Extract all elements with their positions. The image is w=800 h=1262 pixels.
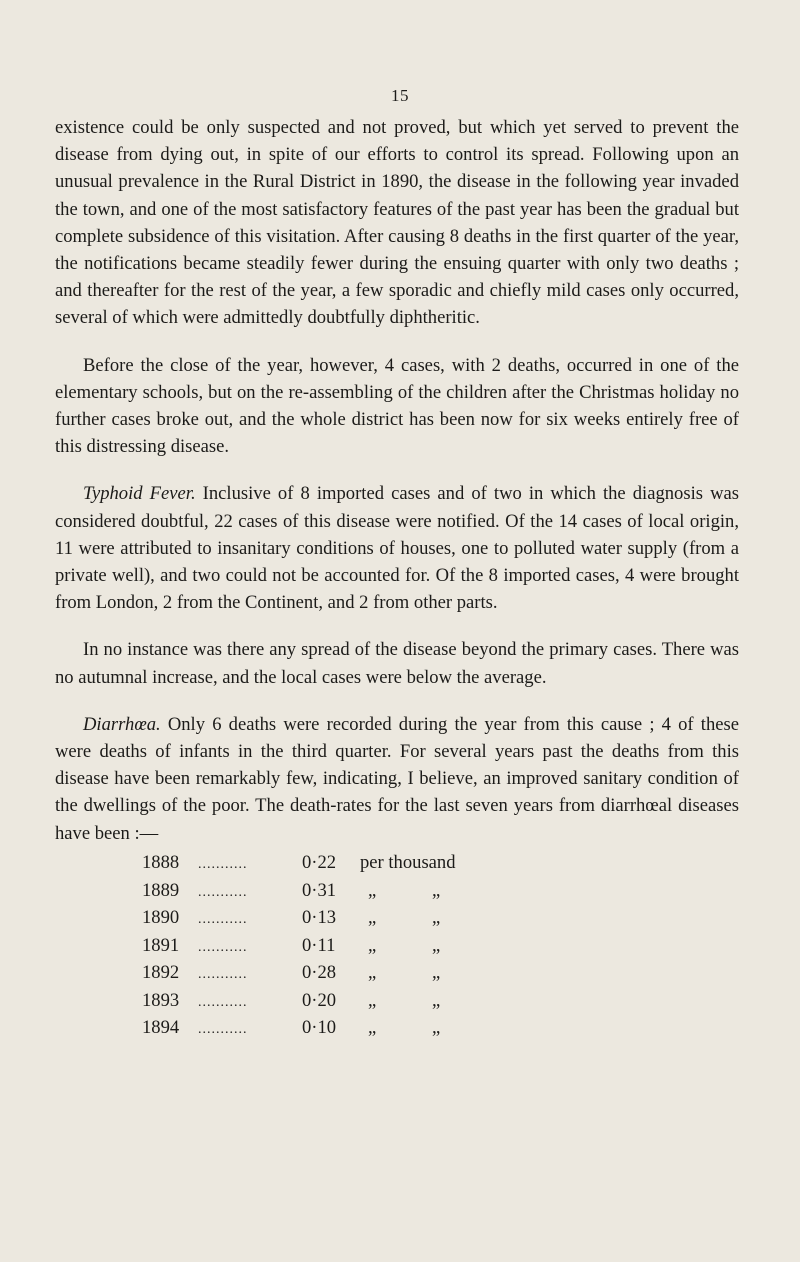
rate-year: 1894 <box>142 1017 180 1038</box>
leader-dots: ........... <box>198 857 248 872</box>
rate-value: 0·11 <box>302 934 336 956</box>
leader-dots: ........... <box>198 912 248 927</box>
ditto-mark: „ <box>432 1017 441 1038</box>
rate-row <box>142 880 488 908</box>
section-heading-typhoid: Typhoid Fever. <box>83 483 196 505</box>
rate-row <box>142 935 488 963</box>
rate-unit-ditto <box>356 1017 488 1039</box>
rate-value: 0·31 <box>302 879 337 901</box>
paragraph-diarrhoea <box>55 711 739 847</box>
ditto-mark: „ <box>368 962 377 983</box>
rate-value: 0·10 <box>302 1017 337 1038</box>
rate-year: 1889 <box>142 879 180 901</box>
rate-value: 0·20 <box>302 989 337 1011</box>
rate-value: 0·28 <box>302 962 337 983</box>
rate-unit-ditto <box>356 880 488 902</box>
paragraph-school-outbreak <box>55 352 739 461</box>
paragraph-text: In no instance was there any spread of the disease beyond the primary cases. There was no autumnal increase, and the local cases were below the average. <box>55 639 739 688</box>
rate-value: 0·13 <box>302 907 337 928</box>
ditto-mark: „ <box>368 989 377 1011</box>
ditto-mark: „ <box>368 934 377 956</box>
ditto-mark: „ <box>368 879 377 901</box>
rate-row <box>142 990 488 1018</box>
ditto-mark: „ <box>368 907 377 928</box>
page-number: 15 <box>391 86 409 105</box>
paragraph-typhoid-fever <box>55 480 739 616</box>
paragraph-diphtheria-continued <box>55 114 739 332</box>
rate-row <box>142 962 488 990</box>
paragraph-text: existence could be only suspected and not proved, but which yet served to prevent the disease from dying out, in spite of our efforts to control its spread. Following upon an unusual prevalence in the Rural District in 1890, the disease in the following year invaded the town, and one of the most satisfactory features of the past year has been the gradual but complete subsidence of this visitation. After causing 8 deaths in the first quarter of the year, the notifications became steadily fewer during the ensuing quarter with only two deaths ; and thereafter for the rest of the year, a few sporadic and chiefly mild cases only occurred, several of which were admittedly doubtfully diphtheritic. <box>55 117 739 329</box>
rate-unit: per thousand <box>360 852 456 873</box>
leader-dots: ........... <box>198 967 248 982</box>
body-text <box>55 114 739 847</box>
rate-unit-ditto <box>356 935 488 957</box>
rate-year: 1892 <box>142 962 180 983</box>
section-heading-diarrhoea: Diarrhœa. <box>83 713 161 735</box>
leader-dots: ........... <box>198 884 248 900</box>
death-rate-table <box>142 852 488 1045</box>
paragraph-text: Before the close of the year, however, 4 cases, with 2 deaths, occurred in one of the elementary schools, but on the re-assembling of the children after the Christmas holiday no further cases broke out, and the whole district has been now for six weeks entirely free of this distressing disease. <box>55 354 739 458</box>
leader-dots: ........... <box>198 994 248 1010</box>
ditto-mark: „ <box>432 879 441 901</box>
leader-dots: ........... <box>198 1022 248 1037</box>
rate-unit-ditto <box>356 962 488 984</box>
ditto-mark: „ <box>432 962 441 983</box>
rate-year: 1890 <box>142 907 180 928</box>
ditto-mark: „ <box>432 907 441 928</box>
paragraph-text: Only 6 deaths were recorded during the year from this cause ; 4 of these were deaths of infants in the third quarter. For several years past the deaths from this disease have been remarkably few, indicating, I believe, an improved sanitary condition of the dwellings of the poor. The death-rates for the last seven years from diarrhœal diseases have been :— <box>55 713 739 844</box>
rate-unit-ditto <box>356 907 488 929</box>
leader-dots: ........... <box>198 939 248 955</box>
rate-row <box>142 852 488 880</box>
ditto-mark: „ <box>432 934 441 956</box>
rate-year: 1893 <box>142 989 180 1011</box>
rate-value: 0·22 <box>302 852 337 873</box>
rate-row <box>142 907 488 935</box>
paragraph-text: Inclusive of 8 imported cases and of two in which the diagnosis was considered doubtful, 22 cases of this disease were notified. Of the 14 cases of local origin, 11 were attributed to insanitary conditions of houses, one to polluted water supply (from a private well), and two could not be accounted for. Of the 8 imported cases, 4 were brought from London, 2 from the Continent, and 2 from other parts. <box>55 483 739 614</box>
paragraph-typhoid-spread <box>55 636 739 690</box>
ditto-mark: „ <box>432 989 441 1011</box>
ditto-mark: „ <box>368 1017 377 1038</box>
rate-year: 1891 <box>142 934 180 956</box>
rate-year: 1888 <box>142 852 180 873</box>
rate-unit-ditto <box>356 990 488 1012</box>
rate-row <box>142 1017 488 1045</box>
